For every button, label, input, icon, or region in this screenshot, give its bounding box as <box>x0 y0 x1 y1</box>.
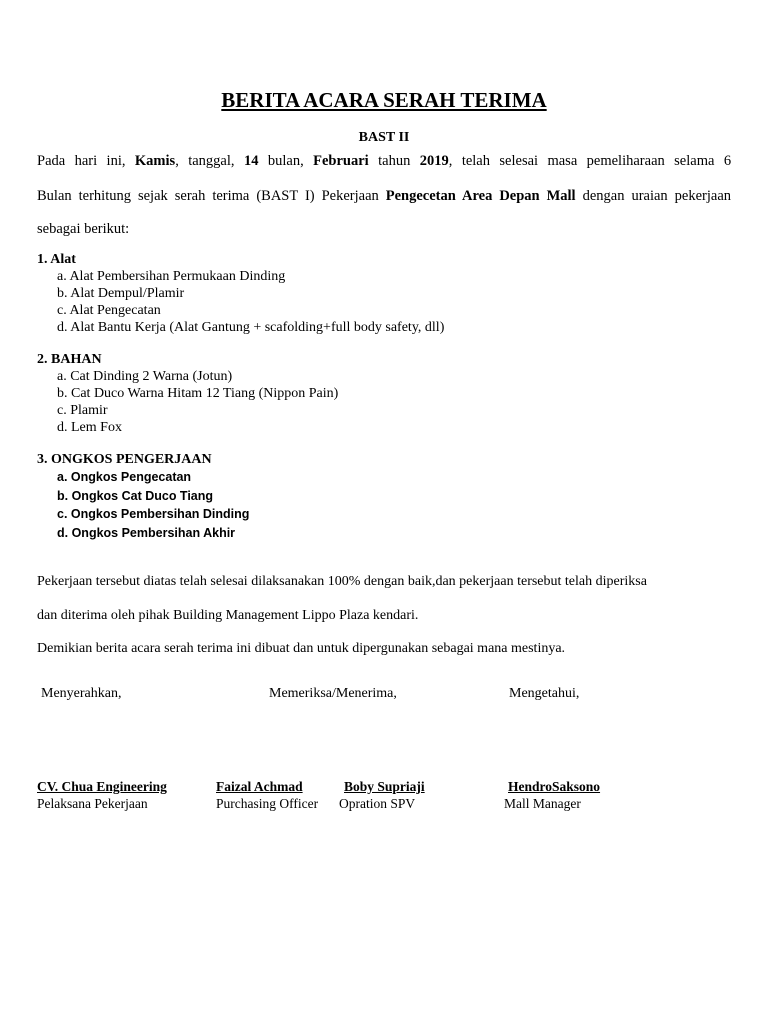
list-item: d. Alat Bantu Kerja (Alat Gantung + scafolding+full body safety, dll) <box>57 320 445 335</box>
closing-statement: Demikian berita acara serah terima ini dibuat dan untuk dipergunakan sebagai mana mestinya. <box>37 641 566 656</box>
intro-text: , telah selesai masa pemeliharaan selama 6 <box>448 153 732 169</box>
intro-year: 2019 <box>419 153 449 169</box>
list-item: c. Plamir <box>57 403 108 418</box>
intro-line-2 <box>37 186 731 206</box>
intro-text: , tanggal, <box>175 153 235 169</box>
signatory-name: CV. Chua Engineering <box>37 779 167 794</box>
document-subtitle: BAST II <box>358 130 410 145</box>
list-item: a. Ongkos Pengecatan <box>57 470 192 484</box>
signatory-role: Opration SPV <box>339 796 416 811</box>
section-list <box>57 368 338 436</box>
intro-month: Februari <box>313 153 369 169</box>
section-list <box>57 468 249 542</box>
section-heading: 3. ONGKOS PENGERJAAN <box>37 452 212 467</box>
intro-text: bulan, <box>267 153 304 169</box>
intro-text: dengan uraian pekerjaan <box>582 188 732 204</box>
signatory-name: Faizal Achmad <box>216 779 303 794</box>
signatory-role: Purchasing Officer <box>216 796 319 811</box>
document-title: BERITA ACARA SERAH TERIMA <box>221 88 547 112</box>
list-item: d. Lem Fox <box>57 420 122 435</box>
signature-label-receiver: Memeriksa/Menerima, <box>269 686 397 701</box>
signatory-name: HendroSaksono <box>508 779 601 794</box>
section-list <box>57 268 444 336</box>
list-item: c. Alat Pengecatan <box>57 303 161 318</box>
list-item: a. Alat Pembersihan Permukaan Dinding <box>57 269 286 284</box>
signatory-role: Mall Manager <box>504 796 581 811</box>
intro-text: Bulan terhitung sejak serah terima (BAST I) Pekerjaan <box>37 188 379 204</box>
intro-day: Kamis <box>134 153 176 169</box>
section-heading: 1. Alat <box>37 252 76 267</box>
list-item: a. Cat Dinding 2 Warna (Jotun) <box>57 369 233 384</box>
signature-label-approver: Mengetahui, <box>509 686 580 701</box>
intro-date: 14 <box>243 153 259 169</box>
signature-label-handover: Menyerahkan, <box>41 686 122 701</box>
list-item: b. Cat Duco Warna Hitam 12 Tiang (Nippon Pain) <box>57 386 339 401</box>
list-item: b. Alat Dempul/Plamir <box>57 286 185 301</box>
list-item: b. Ongkos Cat Duco Tiang <box>57 488 214 503</box>
intro-line-1 <box>37 151 731 171</box>
intro-text: Pada hari ini, <box>37 153 126 169</box>
closing-line-2: dan diterima oleh pihak Building Management Lippo Plaza kendari. <box>37 608 419 623</box>
closing-line-1: Pekerjaan tersebut diatas telah selesai dilaksanakan 100% dengan baik,dan pekerjaan tersebut telah diperiksa <box>37 574 647 589</box>
signatory-name: Boby Supriaji <box>344 779 425 794</box>
list-item: c. Ongkos Pembersihan Dinding <box>57 507 250 521</box>
section-heading: 2. BAHAN <box>37 352 102 367</box>
list-item: d. Ongkos Pembersihan Akhir <box>57 525 236 540</box>
intro-text: tahun <box>378 153 411 169</box>
signatory-role: Pelaksana Pekerjaan <box>37 796 148 811</box>
intro-line-3: sebagai berikut: <box>37 221 130 237</box>
intro-project: Pengecetan Area Depan Mall <box>385 188 576 204</box>
